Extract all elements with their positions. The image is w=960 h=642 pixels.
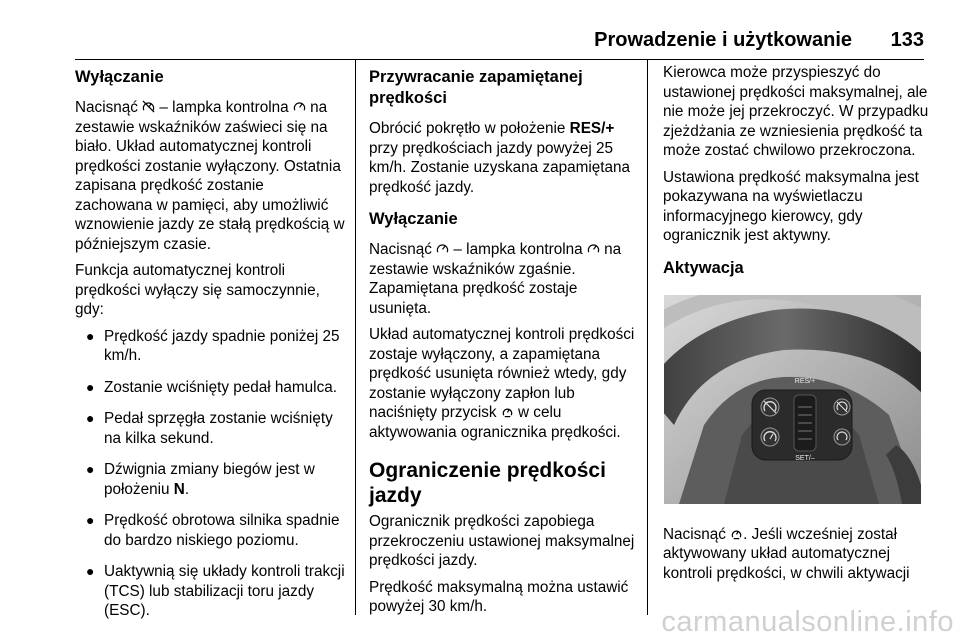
cruise-control-off-icon: [142, 100, 155, 113]
paragraph: Nacisnąć . Jeśli wcześniej został aktywowany układ automatycznej kontroli prędkości, w chwili aktywacji: [663, 525, 910, 582]
set-label: SET/–: [795, 454, 815, 462]
list-item: ● Prędkość jazdy spadnie poniżej 25 km/h.: [86, 327, 340, 364]
paragraph: Nacisnąć – lampka kontrolna na zestawie wskaźników zaświeci się na biało. Układ automatycznej kontroli prędkości zostanie wyłączony. Ostatnia zapisana prędkość zostanie zachowana w pamięci, aby umożliwić wznowienie jazdy ze stałą prędkością w późniejszym czasie.: [75, 99, 345, 253]
paragraph: Ogranicznik prędkości zapobiega przekroczeniu ustawionej maksymalnej prędkości jazdy.: [369, 513, 635, 569]
page-number: 133: [890, 29, 924, 51]
paragraph: Nacisnąć – lampka kontrolna na zestawie wskaźników zgaśnie. Zapamiętana prędkość zostaje usunięta.: [369, 241, 622, 317]
header-title: Prowadzenie i użytkowanie: [594, 29, 852, 51]
cruise-control-indicator-icon: [587, 242, 600, 255]
paragraph: Ustawiona prędkość maksymalna jest pokazywana na wyświetlaczu informacyjnego kierowcy, gdy ogranicznik jest aktywny.: [663, 168, 919, 244]
paragraph: Kierowca może przyspieszyć do ustawionej prędkości maksymalnej, ale nie może jej przekroczyć. W przypadku zjeżdżania ze wzniesienia prędkość ta może zostać chwilowo przekroczona.: [663, 64, 929, 159]
section-heading-deactivation: Wyłączanie: [369, 210, 458, 228]
right-column: [663, 63, 931, 590]
list-item: ● Pedał sprzęgła zostanie wciśnięty na kilka sekund.: [86, 410, 333, 447]
res-label: RES/+: [794, 377, 816, 385]
gear-position-label: N: [173, 480, 185, 498]
list-item: ● Prędkość obrotowa silnika spadnie do bardzo niskiego poziomu.: [86, 512, 340, 549]
section-heading-activation: Aktywacja: [663, 258, 744, 277]
watermark: carmanualsonline.info: [661, 606, 954, 638]
paragraph: Obrócić pokrętło w położenie RES/+ przy prędkościach jazdy powyżej 25 km/h. Zostanie uzyskana zapamiętana prędkość jazdy.: [369, 120, 631, 196]
paragraph: Układ automatycznej kontroli prędkości zostaje wyłączony, a zapamiętana prędkość usunięta również wtedy, gdy zostanie wyłączony zapłon lub naciśnięty przycisk w celu aktywowania ogranicznika prędkości.: [369, 326, 635, 441]
list-item: ● Dźwignia zmiany biegów jest w położeniu N.: [86, 461, 315, 498]
column-divider-left: [355, 60, 356, 615]
header-rule: [75, 59, 924, 60]
section-heading-resume: Przywracanie zapamiętanej prędkości: [369, 68, 583, 107]
steering-wheel-controls-image: [664, 295, 921, 504]
speed-limiter-icon: [730, 527, 743, 540]
middle-column: [369, 63, 635, 624]
column-divider-right: [647, 60, 648, 615]
condition-list: [75, 327, 345, 621]
speed-limiter-icon: [501, 405, 514, 418]
cruise-control-indicator-icon: [436, 242, 449, 255]
left-column: [75, 63, 345, 633]
list-item: ● Uaktywnią się układy kontroli trakcji (TCS) lub stabilizacji toru jazdy (ESC).: [86, 563, 345, 619]
list-item: ● Zostanie wciśnięty pedał hamulca.: [86, 378, 337, 396]
cruise-control-indicator-icon: [293, 100, 306, 113]
section-heading-speed-limiter: Ograniczenie prędkości jazdy: [369, 459, 606, 507]
section-heading-deactivation: Wyłączanie: [75, 68, 164, 86]
paragraph: Funkcja automatycznej kontroli prędkości wyłączy się samoczynnie, gdy:: [75, 262, 320, 318]
page-header: [0, 26, 960, 56]
paragraph: Prędkość maksymalną można ustawić powyżej 30 km/h.: [369, 578, 629, 615]
